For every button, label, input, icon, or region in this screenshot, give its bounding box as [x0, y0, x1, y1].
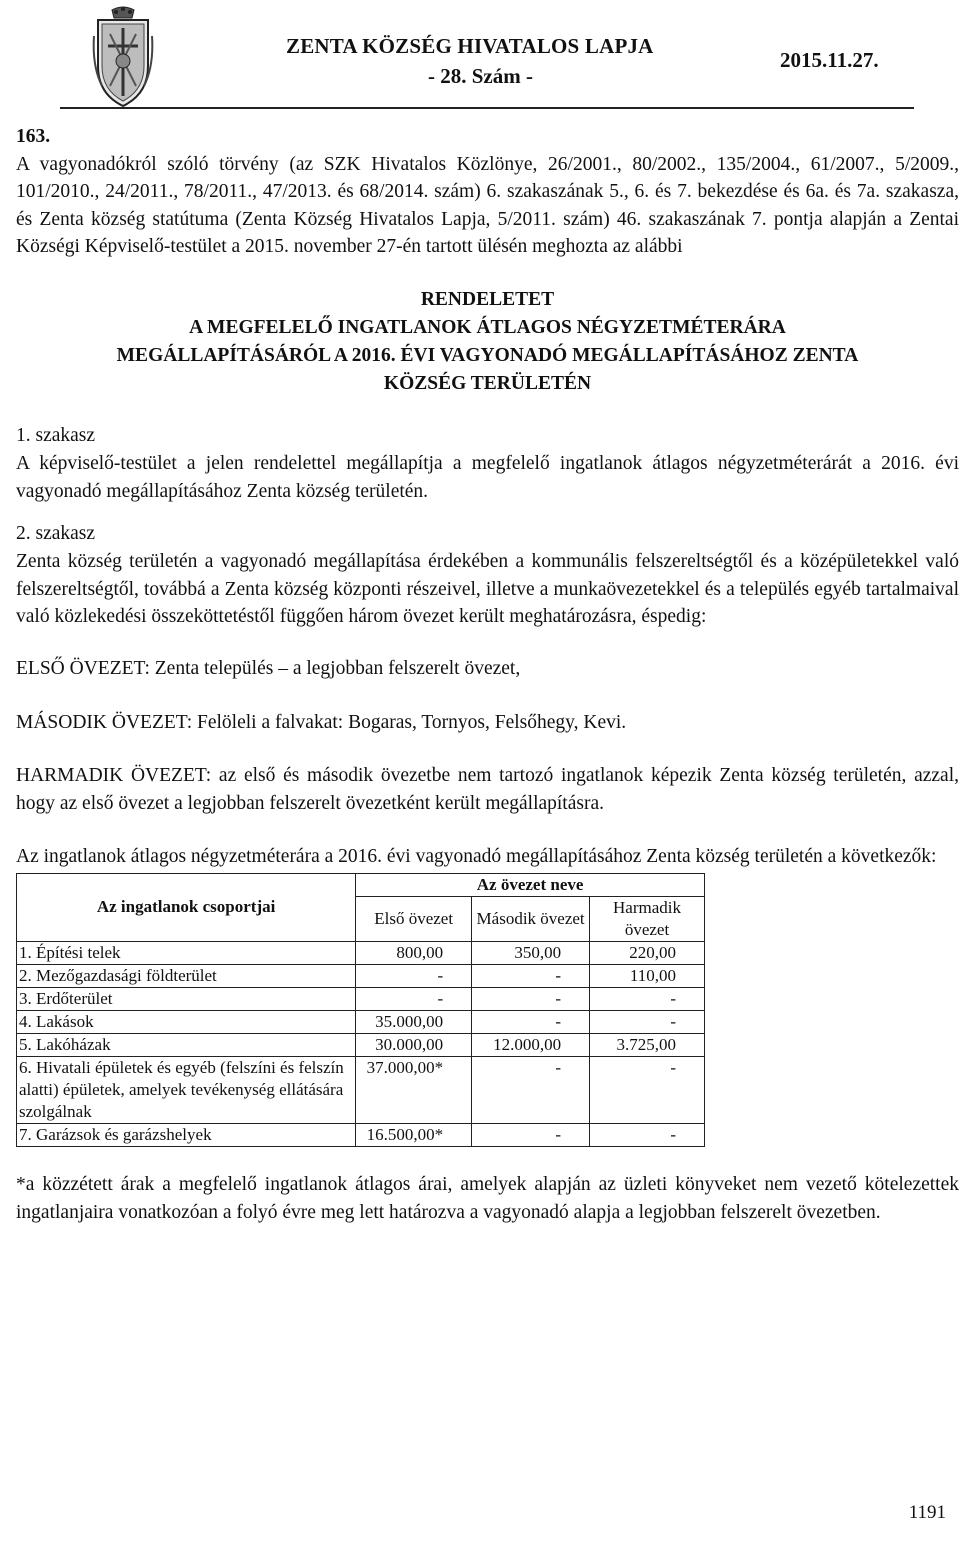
row-label: 6. Hivatali épületek és egyéb (felszíni és felszín alatti) épületek, amelyek tevékenység ellátására szolgálnak [17, 1056, 356, 1123]
table-intro-text: Az ingatlanok átlagos négyzetméterára a 2016. évi vagyonadó megállapításához Zenta község területén a következők: [16, 846, 937, 868]
row-value-zone-2: 350,00 [472, 941, 590, 964]
heading-line-1: RENDELETET [420, 288, 555, 310]
row-value-zone-1: 30.000,00 [356, 1033, 472, 1056]
row-value-zone-1: 800,00 [356, 941, 472, 964]
issue-date: 2015.11.27. [780, 48, 879, 72]
row-value-zone-2: 12.000,00 [472, 1033, 590, 1056]
price-table [16, 873, 705, 1147]
publication-title: ZENTA KÖZSÉG HIVATALOS LAPJA [286, 34, 654, 58]
section-2-title: 2. szakasz [16, 523, 96, 545]
zone-1-text: ELSŐ ÖVEZET: Zenta település – a legjobban felszerelt övezet, [16, 657, 521, 679]
row-value-zone-1: 35.000,00 [356, 1010, 472, 1033]
row-value-zone-3: 220,00 [590, 941, 705, 964]
intro-paragraph: A vagyonadókról szóló törvény (az SZK Hivatalos Közlönye, 26/2001., 80/2002., 135/2004., 61/2007., 5/2009., 101/2010., 24/2011., 78/2011., 47/2013. és 68/2014. szám) 6. szakaszának 5., 6. és 7. bekezdése és 6a. és 7a. szakasza, és Zenta község statútuma (Zenta Község Hivatalos Lapja, 5/2011. szám) 46. szakaszának 7. pontja alapján a Zentai Községi Képviselő-testület a 2015. november 27-én tartott ülésén meghozta az alábbi [16, 153, 959, 258]
row-label: 4. Lakások [17, 1010, 356, 1033]
coat-of-arms-icon [92, 6, 154, 112]
row-value-zone-1: 16.500,00* [356, 1123, 472, 1146]
zone-3-text: HARMADIK ÖVEZET: az első és második övezetbe nem tartozó ingatlanok képezik Zenta község területén, azzal, hogy az első övezet a legjobban felszerelt övezetként került megállapításra. [16, 765, 959, 814]
row-value-zone-1: - [356, 964, 472, 987]
heading-line-3: MEGÁLLAPÍTÁSÁRÓL A 2016. ÉVI VAGYONADÓ MEGÁLLAPÍTÁSÁHOZ ZENTA [116, 344, 859, 366]
zone-header-cell: Az övezet neve [356, 873, 705, 896]
heading-line-2: A MEGFELELŐ INGATLANOK ÁTLAGOS NÉGYZETMÉTERÁRA [189, 316, 786, 338]
table-row [17, 964, 705, 987]
section-2-text: Zenta község területén a vagyonadó megállapítása érdekében a kommunális felszereltségtől és a középületekkel való felszereltségtől, továbbá a Zenta község központi részeivel, illetve a munkaövezetekkel és a település egyéb tartalmaival való közlekedési összeköttetéstől függően három övezet került meghatározásra, éspedig: [16, 551, 959, 628]
row-value-zone-3: 3.725,00 [590, 1033, 705, 1056]
row-value-zone-2: - [472, 1010, 590, 1033]
page-number: 1191 [908, 1502, 946, 1523]
table-row [17, 1123, 705, 1146]
footnote: *a közzétett árak a megfelelő ingatlanok átlagos árai, amelyek alapján az üzleti könyveket nem vezető kötelezettek ingatlanjaira vonatkozóan a folyó évre meg lett határozva a vagyonadó alapja a legjobban felszerelt övezetben. [16, 1173, 959, 1223]
table-row [17, 941, 705, 964]
table-row [17, 987, 705, 1010]
row-label: 7. Garázsok és garázshelyek [17, 1123, 356, 1146]
row-value-zone-3: - [590, 1010, 705, 1033]
row-value-zone-2: - [472, 1056, 590, 1123]
row-value-zone-2: - [472, 1123, 590, 1146]
table-row [17, 1010, 705, 1033]
row-label: 1. Építési telek [17, 941, 356, 964]
row-value-zone-3: - [590, 1056, 705, 1123]
group-header-cell: Az ingatlanok csoportjai [17, 873, 356, 941]
row-label: 3. Erdőterület [17, 987, 356, 1010]
document-number: 163. [16, 126, 51, 147]
document-body [16, 123, 959, 1226]
row-value-zone-3: - [590, 987, 705, 1010]
row-value-zone-3: 110,00 [590, 964, 705, 987]
row-value-zone-2: - [472, 964, 590, 987]
col-header-zone-2: Második övezet [472, 896, 590, 941]
row-value-zone-1: - [356, 987, 472, 1010]
zone-2-text: MÁSODIK ÖVEZET: Felöleli a falvakat: Bogaras, Tornyos, Felsőhegy, Kevi. [16, 711, 627, 733]
heading-line-4: KÖZSÉG TERÜLETÉN [383, 372, 592, 394]
row-label: 2. Mezőgazdasági földterület [17, 964, 356, 987]
col-header-zone-1: Első övezet [356, 896, 472, 941]
table-row [17, 1056, 705, 1123]
header-divider [60, 107, 914, 109]
col-header-zone-3: Harmadik övezet [590, 896, 705, 941]
row-value-zone-2: - [472, 987, 590, 1010]
row-value-zone-1: 37.000,00* [356, 1056, 472, 1123]
section-1-title: 1. szakasz [16, 424, 96, 446]
section-1-text: A képviselő-testület a jelen rendelettel megállapítja a megfelelő ingatlanok átlagos négyzetméterárát a 2016. évi vagyonadó megállapításához Zenta község területén. [16, 452, 959, 502]
document-heading [16, 286, 959, 398]
issue-number: - 28. Szám - [428, 64, 533, 88]
row-label: 5. Lakóházak [17, 1033, 356, 1056]
table-row [17, 1033, 705, 1056]
row-value-zone-3: - [590, 1123, 705, 1146]
table-header-row [17, 873, 705, 896]
